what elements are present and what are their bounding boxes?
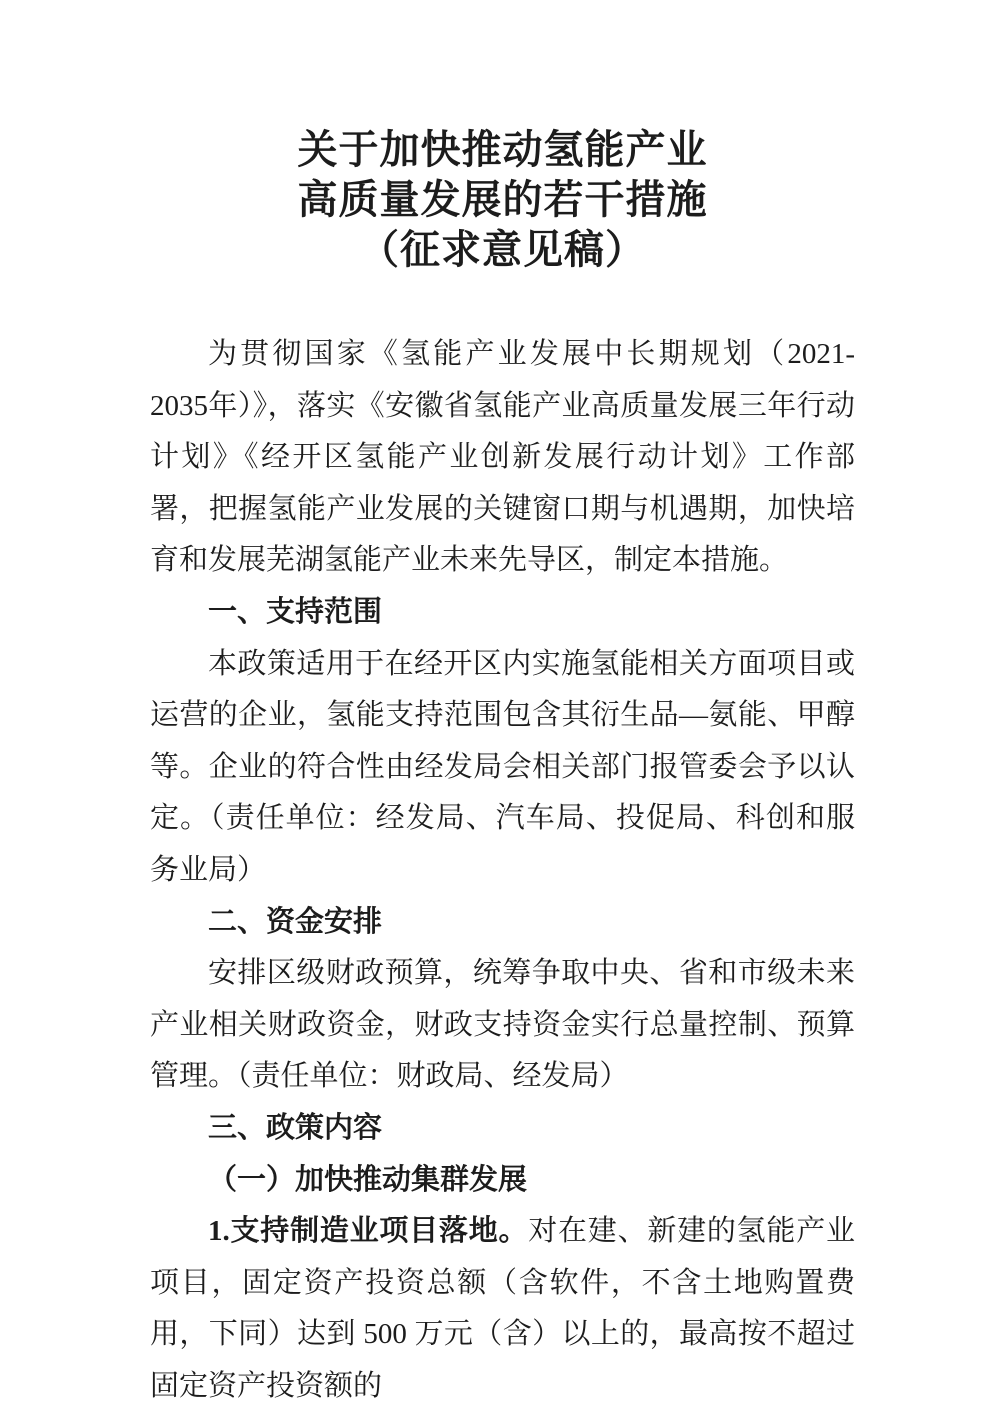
- section-3-heading: 三、政策内容: [208, 1111, 383, 1144]
- section-2-paragraph: 安排区级财政预算，统筹争取中央、省和市级未来产业相关财政资金，财政支持资金实行总量控制、预算管理。（责任单位：财政局、经发局）: [150, 957, 855, 1093]
- section-2-heading: 二、资金安排: [208, 905, 383, 938]
- intro-paragraph: 为贯彻国家《氢能产业发展中长期规划（2021-2035年）》，落实《安徽省氢能产业高质量发展三年行动计划》《经开区氢能产业创新发展行动计划》工作部署，把握氢能产业发展的关键窗口期与机遇期，加快培育和发展芜湖氢能产业未来先导区，制定本措施。: [150, 338, 855, 577]
- item-1-text: 对在建、新建的氢能产业项目，固定资产投资总额（含软件，不含土地购置费用，下同）达到 500 万元（含）以上的，最高按不超过固定资产投资额的: [150, 1215, 855, 1402]
- section-3-item-1-paragraph: [150, 1206, 855, 1412]
- title-line-1: 关于加快推动氢能产业: [297, 127, 708, 172]
- document-body: [150, 329, 855, 1412]
- title-line-2: 高质量发展的若干措施: [297, 177, 708, 222]
- section-3-subheading: （一）加快推动集群发展: [208, 1163, 528, 1196]
- section-1-heading: 一、支持范围: [208, 595, 383, 628]
- document-title: [150, 125, 855, 275]
- title-line-3: （征求意见稿）: [359, 227, 646, 272]
- section-1-paragraph: 本政策适用于在经开区内实施氢能相关方面项目或运营的企业，氢能支持范围包含其衍生品—氨能、甲醇等。企业的符合性由经发局会相关部门报管委会予以认定。（责任单位：经发局、汽车局、投促局、科创和服务业局）: [150, 647, 855, 886]
- item-1-lead: 1.支持制造业项目落地。: [208, 1215, 529, 1248]
